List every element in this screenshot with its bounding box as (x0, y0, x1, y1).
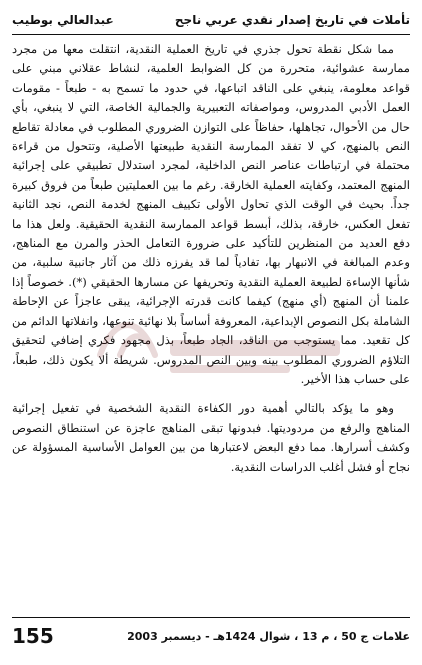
page-number: 155 (12, 624, 54, 648)
running-footer (12, 622, 410, 650)
paragraph: وهو ما يؤكد بالتالي أهمية دور الكفاءة النقدية الشخصية في تفعيل إجرائية المناهج والرفع من مردوديتها. فبدونها تبقى المناهج عاجزة عن استنطاق النصوص وكشف أسرارها. مما دفع البعض لاعتبارها من بين العوامل الأساسية المسؤولة عن نجاح أو فشل أغلب الدراسات النقدية. (12, 401, 410, 474)
header-rule (12, 34, 410, 35)
footer-rule (12, 617, 410, 618)
paragraph: مما شكل نقطة تحول جذري في تاريخ العملية النقدية، انتقلت معها من مجرد ممارسة عشوائية، متحررة من كل الضوابط العلمية، لنشاط عقلاني مبني على قواعد معلومة، ينبغي على الناقد اتباعها، في حدود ما تسمح به - طبعاً - مقومات العمل الأدبي المدروس، ومواصفاته التعبيرية والجمالية الخاصة، التي لا ينبغي، بأي حال من الأحوال، تجاهلها، حفاظاً على التوازن الضروري المطلوب في معادلة تقاطع النص بالمنهج، كي لا تفقد الممارسة النقدية طبيعتها الأصلية، وتتحول من قراءة محتملة في ارتباطات عناصر النص الداخلية، لمجرد استدلال تطبيقي على إجرائية المنهج المعتمد، وكفايته العملية الخارقة. رغم ما بين العمليتين طبعاً من فروق كبيرة جداً. بحيث في الوقت الذي تحاول الأولى تكييف المنهج لخدمة النص، نجد الثانية تفعل العكس، خارقة، بذلك، أبسط قواعد الممارسة النقدية الحقيقية. ولعل هذا ما دفع العديد من المنظرين للتأكيد على ضرورة التعامل الحذر والمرن مع المناهج، وعدم المبالغة في الانبهار بها، تفادياً لما قد يفرزه ذلك من آثار جانبية سلبية، من شأنها الإساءة لطبيعة العملية النقدية وتحريفها عن مسارها الحقيقي (*). خصوصاً إذا علمنا أن المنهج (أي منهج) كيفما كانت قدرته الإجرائية، يبقى عاجزاً عن الإحاطة الشاملة بكل النصوص الإبداعية، المعروفة أساساً بلا نهائية تنوعها، وانفلاتها الدائم من كل تقعيد. مما يستوجب من الناقد، الجاد طبعاً، بذل مجهود فكري إضافي لتحقيق التلاؤم الضروري المطلوب بينه وبين النص المدروس. شريطة ألا يكون ذلك، طبعاً، على حساب هذا الأخير. (12, 42, 410, 386)
header-author: عبدالعالي بوطيب (12, 13, 114, 27)
header-title: تأملات في تاريخ إصدار نقدي عربي ناجح (174, 13, 410, 27)
article-body (12, 40, 410, 615)
journal-info: علامات ج 50 ، م 13 ، شوال 1424هـ - ديسمبر 2003 (127, 629, 410, 643)
running-header (12, 8, 410, 32)
